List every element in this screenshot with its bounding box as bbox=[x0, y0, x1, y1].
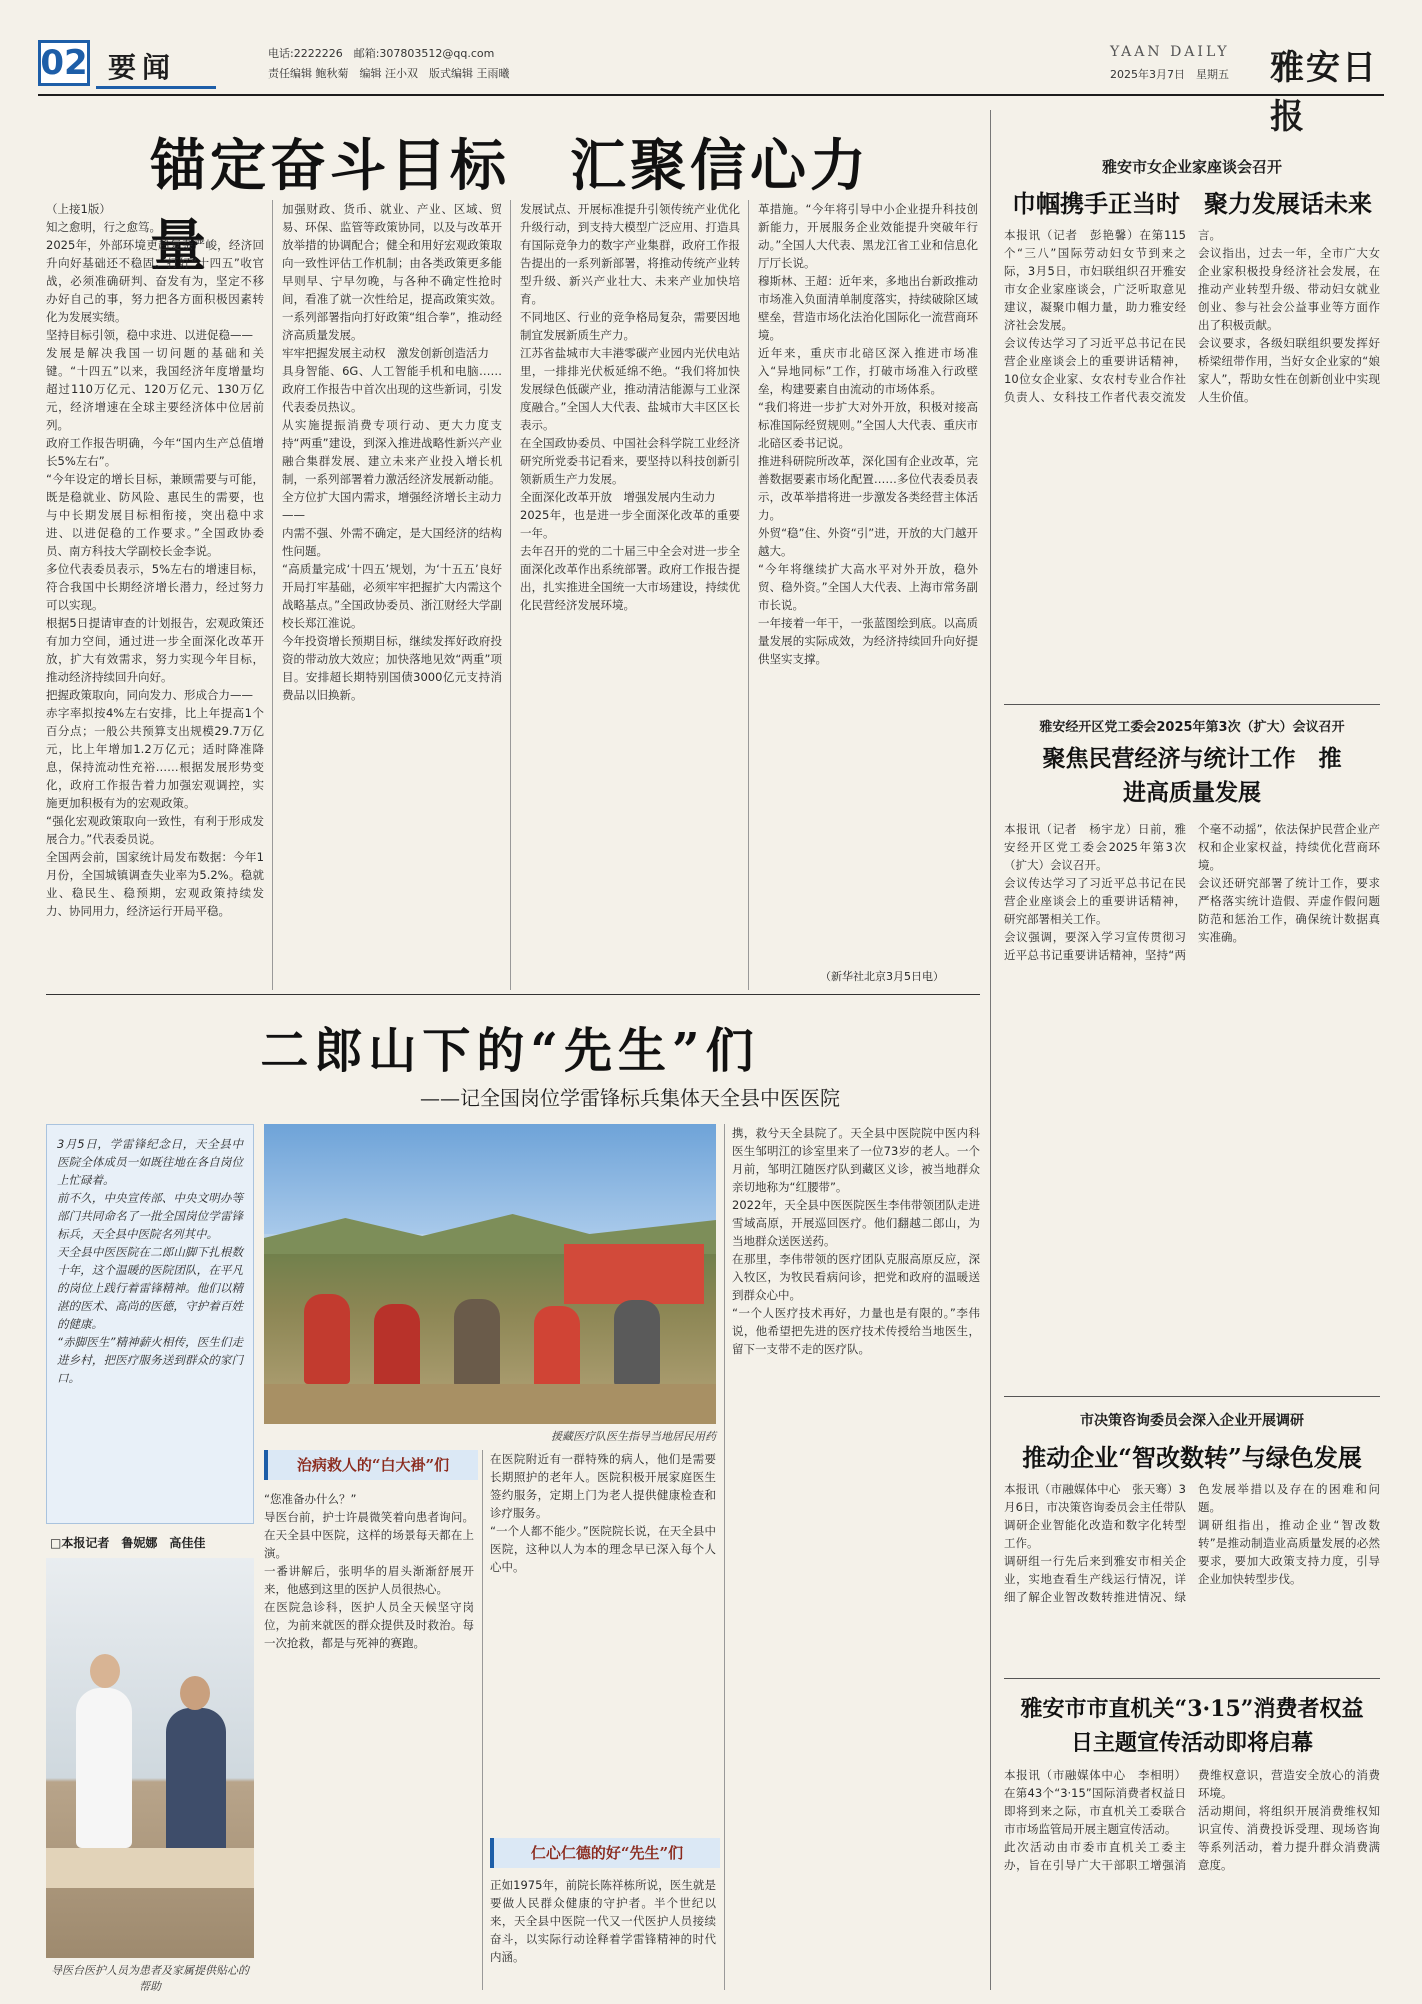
lead-column-4: 革措施。“今年将引导中小企业提升科技创新能力，开展服务企业效能提升突破年行动。”全国人大代表、黑龙江省工业和信息化厅厅长说。 穆斯林、王超：近年来，多地出台新政推动市场准入负面清单制度落实，持续破除区域壁垒，营造市场化法治化国际化一流营商环境。 近年来，重庆市北碚区深入推进市场准入“异地同标”工作，打破市场准入行政壁垒，构建要素自由流动的市场体系。 “我们将进一步扩大对外开放，积极对接高标准国际经贸规则。”全国人大代表、重庆市北碚区委书记说。 推进科研院所改革，深化国有企业改革，完善数据要素市场化配置……多位代表委员表示，改革举措将进一步激发各类经营主体活力。 外贸“稳”住、外资“引”进，开放的大门越开越大。 “今年将继续扩大高水平对外开放，稳外贸、稳外资。”全国人大代表、上海市常务副市长说。 一年接着一年干，一张蓝图绘到底。以高质量发展的实际成效，为经济持续回升向好提供坚实支撑。 bbox=[758, 202, 978, 666]
contact-line: 电话:2222226 邮箱:307803512@qq.com bbox=[268, 47, 495, 60]
photo-field-clinic bbox=[264, 1124, 716, 1424]
feature-subsection-2: 仁心仁德的好“先生”们 bbox=[490, 1838, 720, 1868]
article1-headline: 巾帼携手正当时 聚力发展话未来 bbox=[1012, 189, 1372, 218]
lead-column-3: 发展试点、开展标准提升引领传统产业优化升级行动，到支持大模型广泛应用、打造具有国际竞争力的数字产业集群，政府工作报告提出的一系列新部署，将推动传统产业转型升级、新兴产业壮大、未来产业加快培育。 不同地区、行业的竞争格局复杂，需要因地制宜发展新质生产力。 江苏省盐城市大丰港零碳产业园内光伏电站里，一排排光伏板延绵不绝。“我们将加快发展绿色低碳产业，推动清洁能源与工业深度融合。”全国人大代表、盐城市大丰区区长表示。 在全国政协委员、中国社会科学院工业经济研究所党委书记看来，要坚持以科技创新引领新质生产力发展。 全面深化改革开放 增强发展内生动力 2025年，也是进一步全面深化改革的重要一年。 去年召开的党的二十届三中全会对进一步全面深化改革作出系统部署。政府工作报告提出，扎实推进全国统一大市场建设，持续优化民营经济发展环境。 bbox=[520, 202, 740, 612]
lead-column-1: （上接1版） 知之愈明，行之愈笃。 2025年，外部环境更趋复杂严峻，经济回升向好基础还不稳固。打好“十四五”收官战，必须准确研判、奋发有为，坚定不移办好自己的事，努力把各方面积极因素转化为发展实绩。 坚持目标引领，稳中求进、以进促稳—— 发展是解决我国一切问题的基础和关键。“十四五”以来，我国经济年度增量均超过110万亿元、120万亿元、130万亿元，经济增速在全球主要经济体中位居前列。 政府工作报告明确，今年“国内生产总值增长5%左右”。 “今年设定的增长目标，兼顾需要与可能，既是稳就业、防风险、惠民生的需要，也与中长期发展目标相衔接，突出稳中求进、以进促稳的工作要求。”全国政协委员、南方科技大学副校长金李说。 多位代表委员表示，5%左右的增速目标，符合我国中长期经济增长潜力，经过努力可以实现。 根据5日提请审查的计划报告，宏观政策还有加力空间，通过进一步全面深化改革开放，扩大有效需求，努力实现今年目标，推动经济持续回升向好。 把握政策取向，同向发力、形成合力—— 赤字率拟按4%左右安排，比上年提高1个百分点；一般公共预算支出规模29.7万亿元，比上年增加1.2万亿元；适时降准降息，保持流动性充裕……根据发展形势变化，政府工作报告着力加强宏观调控，实施更加积极有为的宏观政策。 “强化宏观政策取向一致性，有利于形成发展合力。”代表委员说。 全国两会前，国家统计局发布数据：今年1月份，全国城镇调查失业率为5.2%。稳就业、稳民生、稳预期，宏观政策持续发力、协同用力，经济运行开局平稳。 bbox=[46, 202, 264, 918]
article-separator bbox=[1004, 704, 1380, 705]
feature-body-c: 携，救兮天全县院了。天全县中医院院中医内科医生邹明江的诊室里来了一位73岁的老人。一个月前，邹明江随医疗队到藏区义诊，被当地群众亲切地称为“红腰带”。 2022年，天全县中医医院医生李伟带领团队走进雪域高原，开展巡回医疗。他们翻越二郎山，为当地群众送医送药。 在那里，李伟带领的医疗团队克服高原反应，深入牧区，为牧民看病问诊，把党和政府的温暖送到群众心中。 “一个人医疗技术再好，力量也是有限的。”李伟说，他希望把先进的医疗技术传授给当地医生，留下一支带不走的医疗队。 bbox=[732, 1126, 980, 1356]
masthead-rule bbox=[38, 94, 1384, 96]
article-separator bbox=[1004, 1396, 1380, 1397]
feature-top-rule bbox=[46, 994, 980, 995]
article1-kicker: 雅安市女企业家座谈会召开 bbox=[1101, 158, 1282, 176]
section-title: 要闻 bbox=[108, 51, 177, 84]
column-rule bbox=[510, 200, 511, 990]
credits-block bbox=[268, 44, 510, 84]
right-column-rule bbox=[990, 110, 991, 1990]
article2-kicker: 雅安经开区党工委会2025年第3次（扩大）会议召开 bbox=[1039, 720, 1345, 735]
page-number: 02 bbox=[38, 40, 90, 86]
photo-caption-reception: 导医台医护人员为患者及家属提供贴心的帮助 bbox=[51, 1964, 249, 1993]
article-separator bbox=[1004, 1678, 1380, 1679]
feature-body-b: 在医院附近有一群特殊的病人，他们是需要长期照护的老年人。医院积极开展家庭医生签约服务，定期上门为老人提供健康检查和诊疗服务。 “一个人都不能少。”医院院长说，在天全县中医院，这种以人为本的理念早已深入每个人心中。 bbox=[490, 1452, 716, 1574]
feature-body-b2: 正如1975年，前院长陈祥栋所说，医生就是要做人民群众健康的守护者。半个世纪以来，天全县中医院一代又一代医护人员接续奋斗，以实际行动诠释着学雷锋精神的时代内涵。 bbox=[490, 1878, 716, 1964]
feature-headline: 二郎山下的“先生”们 bbox=[260, 1023, 760, 1079]
photo-caption-field: 援藏医疗队医生指导当地居民用药 bbox=[551, 1430, 716, 1443]
article2-headline: 聚焦民营经济与统计工作 推进高质量发展 bbox=[1042, 745, 1342, 806]
column-rule bbox=[748, 200, 749, 990]
article3-kicker: 市决策咨询委员会深入企业开展调研 bbox=[1080, 1413, 1304, 1429]
lead-headline: 锚定奋斗目标 汇聚信心力量 bbox=[150, 133, 870, 279]
newspaper-logo: 雅安日报 bbox=[1270, 48, 1378, 137]
column-rule bbox=[482, 1450, 483, 1990]
section-underline bbox=[96, 86, 216, 89]
article4-headline: 雅安市市直机关“3·15”消费者权益日主题宣传活动即将启幕 bbox=[1020, 1696, 1364, 1756]
paper-name-en: YAAN DAILY bbox=[1110, 44, 1230, 60]
article2-body: 本报讯（记者 杨宇龙）日前，雅安经开区党工委会2025年第3次（扩大）会议召开。 会议传达学习了习近平总书记在民营企业座谈会上的重要讲话精神，研究部署相关工作。 会议强调，要深入学习宣传贯彻习近平总书记重要讲话精神，坚持“两个毫不动摇”，依法保护民营企业产权和企业家权益，持续优化营商环境。 会议还研究部署了统计工作，要求严格落实统计造假、弄虚作假问题防范和惩治工作，确保统计数据真实准确。 bbox=[1004, 822, 1380, 962]
column-rule bbox=[272, 200, 273, 990]
article3-headline: 推动企业“智改数转”与绿色发展 bbox=[1022, 1443, 1362, 1472]
article3-body: 本报讯（市融媒体中心 张天骞）3月6日，市决策咨询委员会主任带队调研企业智能化改造和数字化转型工作。 调研组一行先后来到雅安市相关企业，实地查看生产线运行情况，详细了解企业智改数转推进情况、绿色发展举措以及存在的困难和问题。 调研组指出，推动企业“智改数转”是推动制造业高质量发展的必然要求，要加大政策支持力度，引导企业加快转型步伐。 bbox=[1004, 1482, 1380, 1604]
article4-body: 本报讯（市融媒体中心 李相明）在第43个“3·15”国际消费者权益日即将到来之际，市直机关工委联合市市场监管局开展主题宣传活动。 此次活动由市委市直机关工委主办，旨在引导广大干部职工增强消费维权意识，营造安全放心的消费环境。 活动期间，将组织开展消费维权知识宣传、消费投诉受理、现场咨询等系列活动，着力提升群众消费满意度。 bbox=[1004, 1768, 1380, 1872]
feature-intro-box bbox=[46, 1124, 254, 1524]
column-rule bbox=[724, 1124, 725, 1990]
publication-date: 2025年3月7日 星期五 bbox=[1110, 68, 1229, 81]
masthead bbox=[38, 40, 1384, 137]
feature-author: □本报记者 鲁妮娜 高佳佳 bbox=[50, 1536, 206, 1550]
feature-subsection-1: 治病救人的“白大褂”们 bbox=[264, 1450, 478, 1480]
lead-dateline: （新华社北京3月5日电） bbox=[820, 970, 944, 983]
feature-body-a: “您准备办什么？” 导医台前，护士许晨微笑着向患者询问。在天全县中医院，这样的场景每天都在上演。 一番讲解后，张明华的眉头渐渐舒展开来，他感到这里的医护人员很热心。 在医院急诊科，医护人员全天候坚守岗位，为前来就医的群众提供及时救治。每一次抢救，都是与死神的赛跑。 bbox=[264, 1492, 474, 1650]
lead-column-2: 加强财政、货币、就业、产业、区域、贸易、环保、监管等政策协同，以及与改革开放举措的协调配合；健全和用好宏观政策取向一致性评估工作机制；由各类政策更多能早则早、宁早勿晚，与各种不确定性抢时间，看准了就一次性给足，提高政策实效。一系列部署指向打好政策“组合拳”，推动经济高质量发展。 牢牢把握发展主动权 激发创新创造活力 具身智能、6G、人工智能手机和电脑……政府工作报告中首次出现的这些新词，引发代表委员热议。 从实施提振消费专项行动、更大力度支持“两重”建设，到深入推进战略性新兴产业融合集群发展、建立未来产业投入增长机制，一系列部署着力激活经济发展新动能。 全方位扩大国内需求，增强经济增长主动力—— 内需不强、外需不确定，是大国经济的结构性问题。 “高质量完成‘十四五’规划，为‘十五五’良好开局打牢基础，必须牢牢把握扩大内需这个战略基点。”全国政协委员、浙江财经大学副校长郑江淮说。 今年投资增长预期目标，继续发挥好政府投资的带动放大效应；加快落地见效“两重”项目。安排超长期特别国债3000亿元支持消费品以旧换新。 bbox=[282, 202, 502, 702]
feature-intro: 3月5日，学雷锋纪念日，天全县中医院全体成员一如既往地在各自岗位上忙碌着。 前不久，中央宣传部、中央文明办等部门共同命名了一批全国岗位学雷锋标兵，天全县中医院名列其中。 天全县中医医院在二郎山脚下扎根数十年，这个温暖的医院团队，在平凡的岗位上践行着雷锋精神。他们以精湛的医术、高尚的医德，守护着百姓的健康。 “赤脚医生”精神薪火相传，医生们走进乡村，把医疗服务送到群众的家门口。 bbox=[57, 1137, 243, 1385]
article1-body: 本报讯（记者 彭艳馨）在第115个“三八”国际劳动妇女节到来之际，3月5日，市妇联组织召开雅安市女企业家座谈会，广泛听取意见建议，凝聚巾帼力量，助力雅安经济社会发展。 会议传达学习了习近平总书记在民营企业座谈会上的重要讲话精神，10位女企业家、女农村专业合作社负责人、女科技工作者代表交流发言。 会议指出，过去一年，全市广大女企业家积极投身经济社会发展，在推动产业转型升级、带动妇女就业创业、参与社会公益事业等方面作出了积极贡献。 会议要求，各级妇联组织要发挥好桥梁纽带作用，当好女企业家的“娘家人”，帮助女性在创新创业中实现人生价值。 bbox=[1004, 228, 1380, 404]
photo-reception-desk bbox=[46, 1558, 254, 1958]
editors-line: 责任编辑 鲍秋菊 编辑 汪小双 版式编辑 王雨曦 bbox=[268, 67, 510, 80]
feature-subhead: ——记全国岗位学雷锋标兵集体天全县中医医院 bbox=[420, 1086, 840, 1110]
